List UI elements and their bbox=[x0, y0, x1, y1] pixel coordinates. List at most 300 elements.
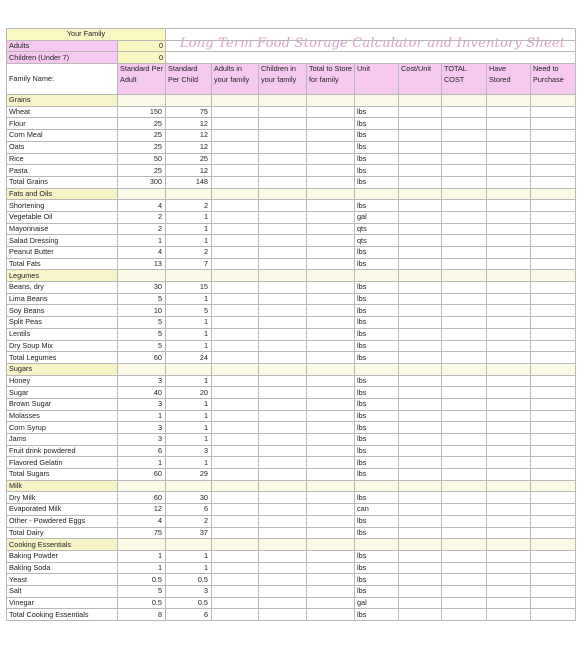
cost-per-unit-cell[interactable] bbox=[399, 223, 442, 235]
total-cost-cell[interactable] bbox=[442, 609, 487, 621]
have-stored-cell[interactable] bbox=[487, 200, 531, 212]
children-in-family-cell[interactable] bbox=[259, 445, 307, 457]
have-stored-cell[interactable] bbox=[487, 305, 531, 317]
total-cost-cell[interactable] bbox=[442, 562, 487, 574]
have-stored-cell[interactable] bbox=[487, 165, 531, 177]
have-stored-cell[interactable] bbox=[487, 387, 531, 399]
group-row bbox=[7, 539, 576, 551]
total-cost-cell[interactable] bbox=[442, 457, 487, 469]
total-cost-cell[interactable] bbox=[442, 305, 487, 317]
total-to-store-cell[interactable] bbox=[307, 165, 355, 177]
have-stored-cell[interactable] bbox=[487, 469, 531, 481]
total-cost-cell[interactable] bbox=[442, 597, 487, 609]
have-stored-cell[interactable] bbox=[487, 235, 531, 247]
cost-per-unit-cell[interactable] bbox=[399, 375, 442, 387]
adults-in-family-cell[interactable] bbox=[212, 352, 259, 364]
need-to-purchase-cell[interactable] bbox=[531, 200, 576, 212]
total-to-store-cell[interactable] bbox=[307, 328, 355, 340]
have-stored-cell[interactable] bbox=[487, 153, 531, 165]
cost-per-unit-cell[interactable] bbox=[399, 258, 442, 270]
children-in-family-cell[interactable] bbox=[259, 469, 307, 481]
cost-per-unit-cell[interactable] bbox=[399, 141, 442, 153]
cost-per-unit-cell[interactable] bbox=[399, 130, 442, 142]
total-to-store-cell[interactable] bbox=[307, 609, 355, 621]
adults-in-family-cell[interactable] bbox=[212, 574, 259, 586]
need-to-purchase-cell[interactable] bbox=[531, 597, 576, 609]
cost-per-unit-cell[interactable] bbox=[399, 398, 442, 410]
group-empty-cell bbox=[355, 95, 399, 107]
adults-in-family-cell[interactable] bbox=[212, 317, 259, 329]
total-cost-cell[interactable] bbox=[442, 211, 487, 223]
adults-in-family-cell[interactable] bbox=[212, 609, 259, 621]
need-to-purchase-cell[interactable] bbox=[531, 293, 576, 305]
cost-per-unit-cell[interactable] bbox=[399, 457, 442, 469]
adults-in-family-cell[interactable] bbox=[212, 410, 259, 422]
have-stored-cell[interactable] bbox=[487, 410, 531, 422]
adults-in-family-cell[interactable] bbox=[212, 118, 259, 130]
children-in-family-cell[interactable] bbox=[259, 527, 307, 539]
total-cost-cell[interactable] bbox=[442, 165, 487, 177]
have-stored-cell[interactable] bbox=[487, 118, 531, 130]
children-in-family-cell[interactable] bbox=[259, 176, 307, 188]
have-stored-cell[interactable] bbox=[487, 562, 531, 574]
need-to-purchase-cell[interactable] bbox=[531, 492, 576, 504]
need-to-purchase-cell[interactable] bbox=[531, 141, 576, 153]
group-row bbox=[7, 270, 576, 282]
total-cost-cell[interactable] bbox=[442, 328, 487, 340]
children-in-family-cell[interactable] bbox=[259, 305, 307, 317]
have-stored-cell[interactable] bbox=[487, 550, 531, 562]
total-to-store-cell[interactable] bbox=[307, 445, 355, 457]
children-in-family-cell[interactable] bbox=[259, 282, 307, 294]
total-to-store-cell[interactable] bbox=[307, 375, 355, 387]
adults-in-family-cell[interactable] bbox=[212, 597, 259, 609]
cost-per-unit-cell[interactable] bbox=[399, 305, 442, 317]
have-stored-cell[interactable] bbox=[487, 398, 531, 410]
children-in-family-cell[interactable] bbox=[259, 410, 307, 422]
adults-in-family-cell[interactable] bbox=[212, 422, 259, 434]
need-to-purchase-cell[interactable] bbox=[531, 258, 576, 270]
total-cost-cell[interactable] bbox=[442, 317, 487, 329]
total-to-store-cell[interactable] bbox=[307, 515, 355, 527]
family-name-field[interactable]: Family Name: bbox=[7, 64, 118, 95]
need-to-purchase-cell[interactable] bbox=[531, 305, 576, 317]
children-in-family-cell[interactable] bbox=[259, 340, 307, 352]
children-in-family-cell[interactable] bbox=[259, 211, 307, 223]
total-cost-cell[interactable] bbox=[442, 106, 487, 118]
total-to-store-cell[interactable] bbox=[307, 118, 355, 130]
adults-in-family-cell[interactable] bbox=[212, 387, 259, 399]
children-in-family-cell[interactable] bbox=[259, 574, 307, 586]
need-to-purchase-cell[interactable] bbox=[531, 434, 576, 446]
adults-in-family-cell[interactable] bbox=[212, 550, 259, 562]
cost-per-unit-cell[interactable] bbox=[399, 387, 442, 399]
need-to-purchase-cell[interactable] bbox=[531, 515, 576, 527]
children-in-family-cell[interactable] bbox=[259, 585, 307, 597]
cost-per-unit-cell[interactable] bbox=[399, 293, 442, 305]
have-stored-cell[interactable] bbox=[487, 328, 531, 340]
group-row bbox=[7, 188, 576, 200]
children-in-family-cell[interactable] bbox=[259, 515, 307, 527]
children-in-family-cell[interactable] bbox=[259, 293, 307, 305]
total-cost-cell[interactable] bbox=[442, 527, 487, 539]
cost-per-unit-cell[interactable] bbox=[399, 153, 442, 165]
need-to-purchase-cell[interactable] bbox=[531, 130, 576, 142]
children-in-family-cell[interactable] bbox=[259, 141, 307, 153]
need-to-purchase-cell[interactable] bbox=[531, 504, 576, 516]
total-cost-cell[interactable] bbox=[442, 410, 487, 422]
total-cost-cell[interactable] bbox=[442, 118, 487, 130]
cost-per-unit-cell[interactable] bbox=[399, 235, 442, 247]
have-stored-cell[interactable] bbox=[487, 352, 531, 364]
total-to-store-cell[interactable] bbox=[307, 317, 355, 329]
group-empty-cell bbox=[212, 95, 259, 107]
cost-per-unit-cell[interactable] bbox=[399, 340, 442, 352]
cost-per-unit-cell[interactable] bbox=[399, 176, 442, 188]
need-to-purchase-cell[interactable] bbox=[531, 445, 576, 457]
unit-cell: lbs bbox=[355, 515, 399, 527]
children-in-family-cell[interactable] bbox=[259, 398, 307, 410]
total-to-store-cell[interactable] bbox=[307, 527, 355, 539]
children-in-family-cell[interactable] bbox=[259, 504, 307, 516]
need-to-purchase-cell[interactable] bbox=[531, 352, 576, 364]
need-to-purchase-cell[interactable] bbox=[531, 550, 576, 562]
need-to-purchase-cell[interactable] bbox=[531, 387, 576, 399]
children-in-family-cell[interactable] bbox=[259, 550, 307, 562]
standard-per-adult: 1 bbox=[118, 235, 166, 247]
adults-in-family-cell[interactable] bbox=[212, 200, 259, 212]
item-name: Flavored Gelatin bbox=[7, 457, 118, 469]
cost-per-unit-cell[interactable] bbox=[399, 504, 442, 516]
total-cost-cell[interactable] bbox=[442, 258, 487, 270]
have-stored-cell[interactable] bbox=[487, 527, 531, 539]
total-cost-cell[interactable] bbox=[442, 200, 487, 212]
total-to-store-cell[interactable] bbox=[307, 434, 355, 446]
need-to-purchase-cell[interactable] bbox=[531, 574, 576, 586]
need-to-purchase-cell[interactable] bbox=[531, 410, 576, 422]
need-to-purchase-cell[interactable] bbox=[531, 282, 576, 294]
children-in-family-cell[interactable] bbox=[259, 130, 307, 142]
have-stored-cell[interactable] bbox=[487, 223, 531, 235]
need-to-purchase-cell[interactable] bbox=[531, 118, 576, 130]
adults-in-family-cell[interactable] bbox=[212, 492, 259, 504]
have-stored-cell[interactable] bbox=[487, 247, 531, 259]
total-to-store-cell[interactable] bbox=[307, 562, 355, 574]
total-cost-cell[interactable] bbox=[442, 585, 487, 597]
adults-in-family-cell[interactable] bbox=[212, 305, 259, 317]
have-stored-cell[interactable] bbox=[487, 375, 531, 387]
total-cost-cell[interactable] bbox=[442, 235, 487, 247]
adults-in-family-cell[interactable] bbox=[212, 165, 259, 177]
need-to-purchase-cell[interactable] bbox=[531, 469, 576, 481]
have-stored-cell[interactable] bbox=[487, 282, 531, 294]
have-stored-cell[interactable] bbox=[487, 585, 531, 597]
adults-in-family-cell[interactable] bbox=[212, 562, 259, 574]
children-in-family-cell[interactable] bbox=[259, 223, 307, 235]
group-empty-cell bbox=[212, 188, 259, 200]
have-stored-cell[interactable] bbox=[487, 597, 531, 609]
cost-per-unit-cell[interactable] bbox=[399, 527, 442, 539]
total-cost-cell[interactable] bbox=[442, 492, 487, 504]
cost-per-unit-cell[interactable] bbox=[399, 211, 442, 223]
need-to-purchase-cell[interactable] bbox=[531, 328, 576, 340]
total-to-store-cell[interactable] bbox=[307, 422, 355, 434]
item-name: Total Dairy bbox=[7, 527, 118, 539]
have-stored-cell[interactable] bbox=[487, 293, 531, 305]
total-to-store-cell[interactable] bbox=[307, 293, 355, 305]
total-to-store-cell[interactable] bbox=[307, 410, 355, 422]
total-to-store-cell[interactable] bbox=[307, 247, 355, 259]
children-in-family-cell[interactable] bbox=[259, 258, 307, 270]
standard-per-child: 1 bbox=[166, 317, 212, 329]
total-to-store-cell[interactable] bbox=[307, 597, 355, 609]
group-empty-cell bbox=[487, 95, 531, 107]
adults-in-family-cell[interactable] bbox=[212, 434, 259, 446]
cost-per-unit-cell[interactable] bbox=[399, 247, 442, 259]
total-to-store-cell[interactable] bbox=[307, 200, 355, 212]
adults-in-family-cell[interactable] bbox=[212, 293, 259, 305]
children-in-family-cell[interactable] bbox=[259, 317, 307, 329]
have-stored-cell[interactable] bbox=[487, 176, 531, 188]
adults-count-input[interactable]: 0 bbox=[118, 40, 166, 52]
cost-per-unit-cell[interactable] bbox=[399, 106, 442, 118]
total-cost-cell[interactable] bbox=[442, 574, 487, 586]
need-to-purchase-cell[interactable] bbox=[531, 585, 576, 597]
total-cost-cell[interactable] bbox=[442, 340, 487, 352]
children-in-family-cell[interactable] bbox=[259, 492, 307, 504]
have-stored-cell[interactable] bbox=[487, 422, 531, 434]
cost-per-unit-cell[interactable] bbox=[399, 200, 442, 212]
total-to-store-cell[interactable] bbox=[307, 504, 355, 516]
total-cost-cell[interactable] bbox=[442, 375, 487, 387]
total-to-store-cell[interactable] bbox=[307, 211, 355, 223]
adults-in-family-cell[interactable] bbox=[212, 130, 259, 142]
have-stored-cell[interactable] bbox=[487, 457, 531, 469]
children-in-family-cell[interactable] bbox=[259, 106, 307, 118]
adults-in-family-cell[interactable] bbox=[212, 106, 259, 118]
adults-in-family-cell[interactable] bbox=[212, 375, 259, 387]
need-to-purchase-cell[interactable] bbox=[531, 457, 576, 469]
adults-in-family-cell[interactable] bbox=[212, 235, 259, 247]
have-stored-cell[interactable] bbox=[487, 317, 531, 329]
adults-in-family-cell[interactable] bbox=[212, 457, 259, 469]
have-stored-cell[interactable] bbox=[487, 211, 531, 223]
need-to-purchase-cell[interactable] bbox=[531, 176, 576, 188]
children-in-family-cell[interactable] bbox=[259, 247, 307, 259]
cost-per-unit-cell[interactable] bbox=[399, 550, 442, 562]
children-in-family-cell[interactable] bbox=[259, 457, 307, 469]
adults-in-family-cell[interactable] bbox=[212, 223, 259, 235]
standard-per-adult: 3 bbox=[118, 422, 166, 434]
item-row bbox=[7, 176, 576, 188]
adults-in-family-cell[interactable] bbox=[212, 258, 259, 270]
total-to-store-cell[interactable] bbox=[307, 305, 355, 317]
children-in-family-cell[interactable] bbox=[259, 434, 307, 446]
children-in-family-cell[interactable] bbox=[259, 387, 307, 399]
have-stored-cell[interactable] bbox=[487, 258, 531, 270]
cost-per-unit-cell[interactable] bbox=[399, 410, 442, 422]
need-to-purchase-cell[interactable] bbox=[531, 562, 576, 574]
total-cost-cell[interactable] bbox=[442, 141, 487, 153]
need-to-purchase-cell[interactable] bbox=[531, 609, 576, 621]
total-to-store-cell[interactable] bbox=[307, 352, 355, 364]
total-to-store-cell[interactable] bbox=[307, 469, 355, 481]
total-to-store-cell[interactable] bbox=[307, 130, 355, 142]
total-to-store-cell[interactable] bbox=[307, 574, 355, 586]
cost-per-unit-cell[interactable] bbox=[399, 317, 442, 329]
children-in-family-cell[interactable] bbox=[259, 375, 307, 387]
need-to-purchase-cell[interactable] bbox=[531, 317, 576, 329]
have-stored-cell[interactable] bbox=[487, 141, 531, 153]
total-cost-cell[interactable] bbox=[442, 293, 487, 305]
total-to-store-cell[interactable] bbox=[307, 176, 355, 188]
total-cost-cell[interactable] bbox=[442, 469, 487, 481]
cost-per-unit-cell[interactable] bbox=[399, 422, 442, 434]
total-cost-cell[interactable] bbox=[442, 515, 487, 527]
total-cost-cell[interactable] bbox=[442, 247, 487, 259]
cost-per-unit-cell[interactable] bbox=[399, 165, 442, 177]
total-to-store-cell[interactable] bbox=[307, 153, 355, 165]
adults-in-family-cell[interactable] bbox=[212, 469, 259, 481]
total-to-store-cell[interactable] bbox=[307, 585, 355, 597]
cost-per-unit-cell[interactable] bbox=[399, 434, 442, 446]
have-stored-cell[interactable] bbox=[487, 492, 531, 504]
total-cost-cell[interactable] bbox=[442, 153, 487, 165]
have-stored-cell[interactable] bbox=[487, 130, 531, 142]
cost-per-unit-cell[interactable] bbox=[399, 492, 442, 504]
total-to-store-cell[interactable] bbox=[307, 340, 355, 352]
cost-per-unit-cell[interactable] bbox=[399, 282, 442, 294]
cost-per-unit-cell[interactable] bbox=[399, 609, 442, 621]
need-to-purchase-cell[interactable] bbox=[531, 422, 576, 434]
adults-in-family-cell[interactable] bbox=[212, 515, 259, 527]
children-in-family-cell[interactable] bbox=[259, 609, 307, 621]
item-name: Peanut Butter bbox=[7, 247, 118, 259]
have-stored-cell[interactable] bbox=[487, 106, 531, 118]
total-to-store-cell[interactable] bbox=[307, 258, 355, 270]
cost-per-unit-cell[interactable] bbox=[399, 574, 442, 586]
group-empty-cell bbox=[166, 95, 212, 107]
total-to-store-cell[interactable] bbox=[307, 550, 355, 562]
total-to-store-cell[interactable] bbox=[307, 282, 355, 294]
need-to-purchase-cell[interactable] bbox=[531, 247, 576, 259]
total-cost-cell[interactable] bbox=[442, 282, 487, 294]
adults-in-family-cell[interactable] bbox=[212, 282, 259, 294]
need-to-purchase-cell[interactable] bbox=[531, 375, 576, 387]
adults-in-family-cell[interactable] bbox=[212, 398, 259, 410]
total-cost-cell[interactable] bbox=[442, 434, 487, 446]
total-cost-cell[interactable] bbox=[442, 445, 487, 457]
cost-per-unit-cell[interactable] bbox=[399, 585, 442, 597]
adults-in-family-cell[interactable] bbox=[212, 211, 259, 223]
adults-in-family-cell[interactable] bbox=[212, 445, 259, 457]
unit-cell: can bbox=[355, 504, 399, 516]
item-name: Flour bbox=[7, 118, 118, 130]
total-to-store-cell[interactable] bbox=[307, 387, 355, 399]
total-to-store-cell[interactable] bbox=[307, 492, 355, 504]
adults-in-family-cell[interactable] bbox=[212, 176, 259, 188]
total-cost-cell[interactable] bbox=[442, 550, 487, 562]
need-to-purchase-cell[interactable] bbox=[531, 165, 576, 177]
unit-cell: lbs bbox=[355, 469, 399, 481]
total-cost-cell[interactable] bbox=[442, 223, 487, 235]
have-stored-cell[interactable] bbox=[487, 515, 531, 527]
total-cost-cell[interactable] bbox=[442, 398, 487, 410]
children-in-family-cell[interactable] bbox=[259, 165, 307, 177]
standard-per-adult: 5 bbox=[118, 317, 166, 329]
cost-per-unit-cell[interactable] bbox=[399, 469, 442, 481]
adults-in-family-cell[interactable] bbox=[212, 153, 259, 165]
children-in-family-cell[interactable] bbox=[259, 562, 307, 574]
cost-per-unit-cell[interactable] bbox=[399, 562, 442, 574]
item-name: Dry Soup Mix bbox=[7, 340, 118, 352]
total-to-store-cell[interactable] bbox=[307, 106, 355, 118]
children-in-family-cell[interactable] bbox=[259, 118, 307, 130]
have-stored-cell[interactable] bbox=[487, 609, 531, 621]
need-to-purchase-cell[interactable] bbox=[531, 340, 576, 352]
cost-per-unit-cell[interactable] bbox=[399, 118, 442, 130]
adults-in-family-cell[interactable] bbox=[212, 340, 259, 352]
have-stored-cell[interactable] bbox=[487, 445, 531, 457]
adults-in-family-cell[interactable] bbox=[212, 247, 259, 259]
children-in-family-cell[interactable] bbox=[259, 422, 307, 434]
cost-per-unit-cell[interactable] bbox=[399, 445, 442, 457]
cost-per-unit-cell[interactable] bbox=[399, 328, 442, 340]
need-to-purchase-cell[interactable] bbox=[531, 106, 576, 118]
cost-per-unit-cell[interactable] bbox=[399, 352, 442, 364]
adults-in-family-cell[interactable] bbox=[212, 527, 259, 539]
children-in-family-cell[interactable] bbox=[259, 328, 307, 340]
total-to-store-cell[interactable] bbox=[307, 235, 355, 247]
cost-per-unit-cell[interactable] bbox=[399, 515, 442, 527]
children-in-family-cell[interactable] bbox=[259, 352, 307, 364]
adults-in-family-cell[interactable] bbox=[212, 504, 259, 516]
children-in-family-cell[interactable] bbox=[259, 597, 307, 609]
children-in-family-cell[interactable] bbox=[259, 235, 307, 247]
standard-per-child: 20 bbox=[166, 387, 212, 399]
cost-per-unit-cell[interactable] bbox=[399, 597, 442, 609]
children-in-family-cell[interactable] bbox=[259, 153, 307, 165]
total-cost-cell[interactable] bbox=[442, 130, 487, 142]
total-to-store-cell[interactable] bbox=[307, 141, 355, 153]
have-stored-cell[interactable] bbox=[487, 434, 531, 446]
total-cost-cell[interactable] bbox=[442, 176, 487, 188]
total-to-store-cell[interactable] bbox=[307, 457, 355, 469]
unit-cell: lbs bbox=[355, 328, 399, 340]
children-count-input[interactable]: 0 bbox=[118, 52, 166, 64]
total-cost-cell[interactable] bbox=[442, 387, 487, 399]
need-to-purchase-cell[interactable] bbox=[531, 398, 576, 410]
adults-in-family-cell[interactable] bbox=[212, 585, 259, 597]
need-to-purchase-cell[interactable] bbox=[531, 223, 576, 235]
total-cost-cell[interactable] bbox=[442, 422, 487, 434]
need-to-purchase-cell[interactable] bbox=[531, 527, 576, 539]
have-stored-cell[interactable] bbox=[487, 504, 531, 516]
group-name: Cooking Essentials bbox=[7, 539, 118, 551]
children-in-family-cell[interactable] bbox=[259, 200, 307, 212]
have-stored-cell[interactable] bbox=[487, 574, 531, 586]
have-stored-cell[interactable] bbox=[487, 340, 531, 352]
total-to-store-cell[interactable] bbox=[307, 223, 355, 235]
total-cost-cell[interactable] bbox=[442, 504, 487, 516]
need-to-purchase-cell[interactable] bbox=[531, 211, 576, 223]
need-to-purchase-cell[interactable] bbox=[531, 153, 576, 165]
total-cost-cell[interactable] bbox=[442, 352, 487, 364]
adults-in-family-cell[interactable] bbox=[212, 141, 259, 153]
total-to-store-cell[interactable] bbox=[307, 398, 355, 410]
need-to-purchase-cell[interactable] bbox=[531, 235, 576, 247]
adults-in-family-cell[interactable] bbox=[212, 328, 259, 340]
